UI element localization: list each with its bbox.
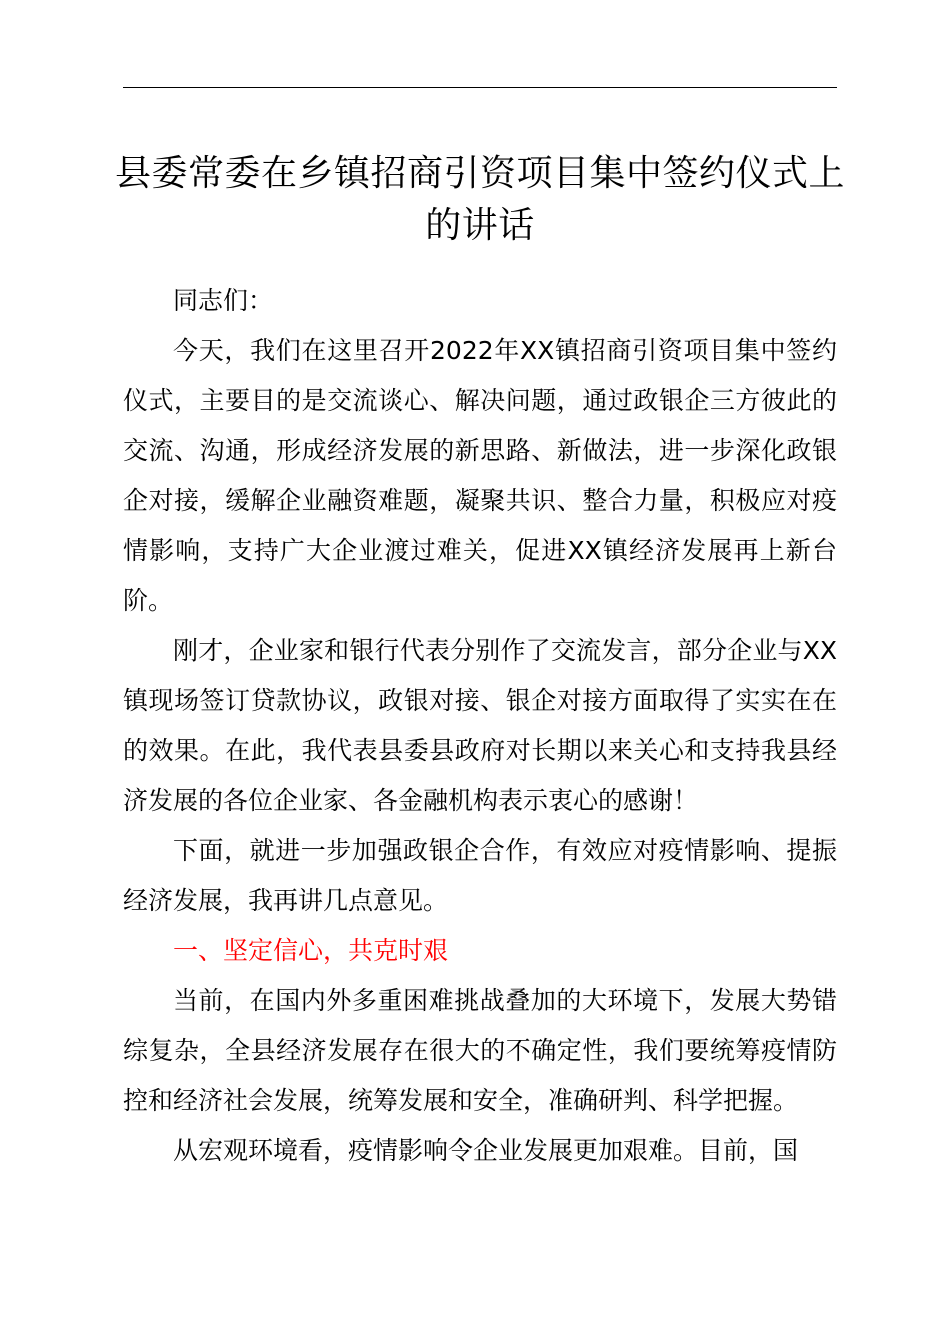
title-line-1: 县委常委在乡镇招商引资项目集中签约仪式上 [114,153,845,194]
section-paragraph-1: 当前，在国内外多重困难挑战叠加的大环境下，发展大势错综复杂，全县经济发展存在很大的不确定性，我们要统筹疫情防控和经济社会发展，统筹发展和安全，准确研判、科学把握。 [123,986,837,1115]
paragraph-2: 刚才，企业家和银行代表分别作了交流发言，部分企业与XX镇现场签订贷款协议，政银对接、银企对接方面取得了实实在在的效果。在此，我代表县委县政府对长期以来关心和支持我县经济发展的各位企业家、各金融机构表示衷心的感谢！ [123,636,837,815]
salutation: 同志们： [173,286,274,315]
paragraph-1: 今天，我们在这里召开2022年XX镇招商引资项目集中签约仪式，主要目的是交流谈心、解决问题，通过政银企三方彼此的交流、沟通，形成经济发展的新思路、新做法，进一步深化政银企对接，缓解企业融资难题，凝聚共识、整合力量，积极应对疫情影响，支持广大企业渡过难关，促进XX镇经济发展再上新台阶。 [123,336,837,615]
section-heading: 一、坚定信心，共克时艰 [173,936,449,965]
section-paragraph-2: 从宏观环境看，疫情影响令企业发展更加艰难。目前，国 [173,1136,799,1165]
document-body [123,276,837,1176]
header-rule [123,87,837,88]
document-title [110,148,850,252]
title-line-2: 的讲话 [425,205,535,246]
paragraph-3: 下面，就进一步加强政银企合作，有效应对疫情影响、提振经济发展，我再讲几点意见。 [123,836,837,915]
